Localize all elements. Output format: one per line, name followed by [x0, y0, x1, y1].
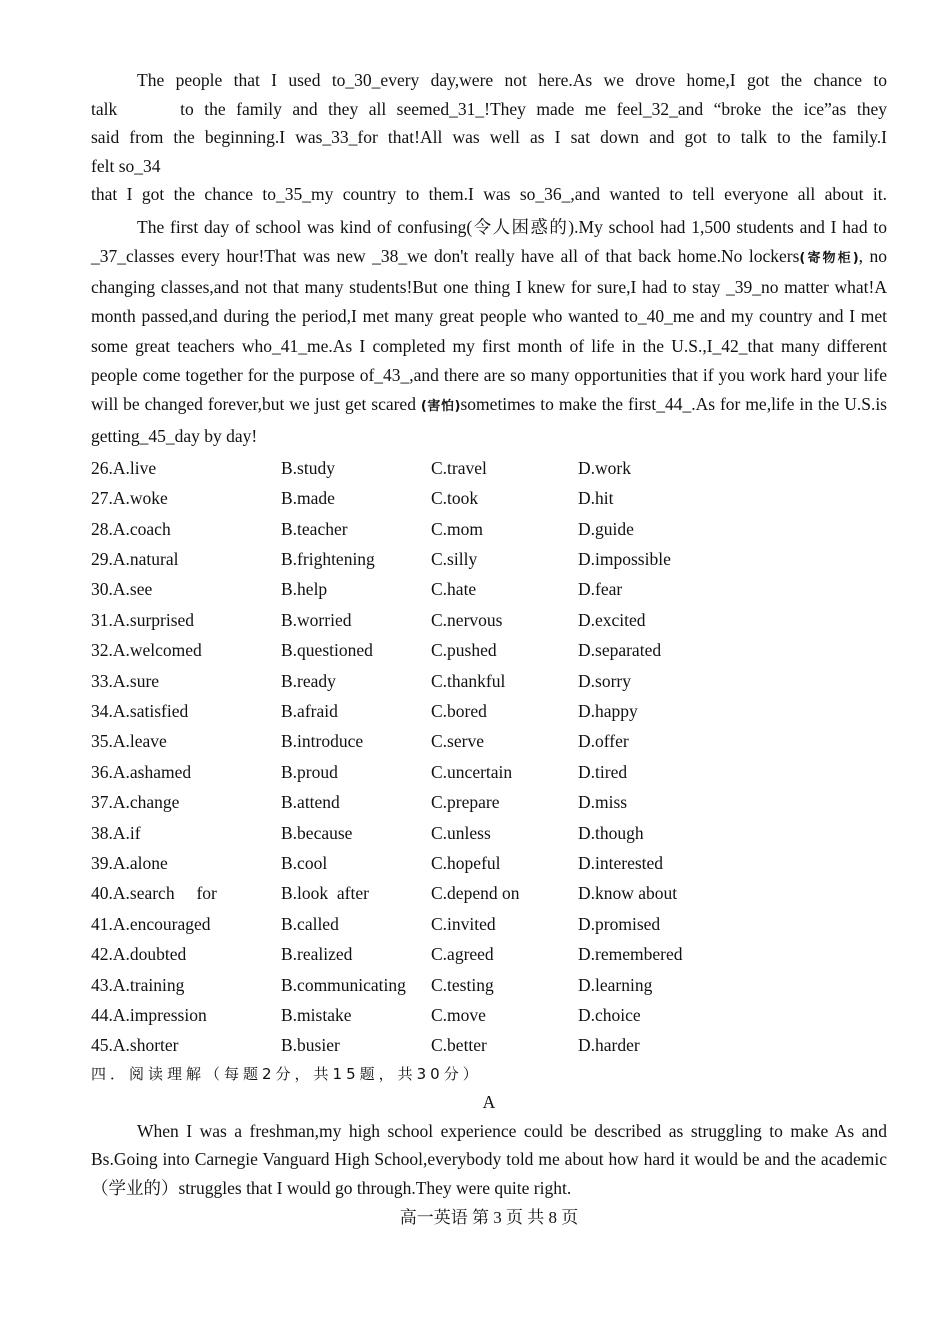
question-row — [91, 848, 887, 878]
option-d: D.impossible — [578, 549, 671, 570]
option-c: C.uncertain — [431, 761, 513, 782]
option-b: B.communicating — [281, 974, 406, 995]
option-a: 39.A.alone — [91, 852, 168, 873]
option-a: 38.A.if — [91, 822, 141, 843]
option-d: D.offer — [578, 731, 629, 752]
option-b: B.busier — [281, 1035, 340, 1056]
option-b: B.look after — [281, 883, 369, 904]
option-a: 40.A.search for — [91, 883, 217, 904]
question-row — [91, 1000, 887, 1030]
option-b: B.ready — [281, 670, 336, 691]
option-c: C.silly — [431, 549, 478, 570]
paragraph-line: said from the beginning.I was_33_for that!All was well as I sat down and got to talk to the family.I — [91, 127, 887, 147]
option-d: D.harder — [578, 1035, 640, 1056]
option-d: D.separated — [578, 640, 662, 661]
option-c: C.unless — [431, 822, 491, 843]
question-row — [91, 939, 887, 969]
option-c: C.bored — [431, 701, 487, 721]
option-a: 36.A.ashamed — [91, 761, 192, 782]
option-d: D.interested — [578, 852, 664, 873]
paragraph-line: felt so_34 — [91, 155, 161, 176]
question-row — [91, 605, 887, 635]
option-d: D.remembered — [578, 944, 683, 965]
option-d: D.fear — [578, 579, 623, 600]
option-a: 45.A.shorter — [91, 1035, 179, 1056]
option-b: B.teacher — [281, 518, 348, 539]
passage-label: A — [482, 1091, 496, 1112]
question-row — [91, 818, 887, 848]
option-c: C.invited — [431, 913, 496, 934]
option-c: C.took — [431, 488, 479, 509]
option-c: C.hate — [431, 579, 477, 600]
option-a: 27.A.woke — [91, 488, 168, 509]
option-c: C.agreed — [431, 944, 494, 965]
question-row — [91, 696, 887, 726]
option-c: C.hopeful — [431, 852, 501, 873]
option-b: B.frightening — [281, 549, 375, 570]
option-a: 26.A.live — [91, 457, 157, 478]
option-d: D.sorry — [578, 670, 631, 691]
option-d: D.know about — [578, 883, 678, 904]
paragraph-line: talk to the family and they all seemed_31_!They made me feel_32_and “broke the ice”as they — [91, 98, 887, 119]
question-row — [91, 970, 887, 1000]
page-footer: 高一英语 第 3 页 共 8 页 — [399, 1208, 579, 1228]
question-row — [91, 666, 887, 696]
question-row — [91, 635, 887, 665]
option-b: B.made — [281, 488, 335, 509]
question-row — [91, 1030, 887, 1060]
option-b: B.questioned — [281, 640, 373, 661]
option-a: 37.A.change — [91, 792, 180, 813]
option-d: D.tired — [578, 761, 628, 782]
option-a: 34.A.satisfied — [91, 701, 189, 721]
option-c: C.move — [431, 1004, 486, 1025]
option-b: B.realized — [281, 944, 353, 965]
question-row — [91, 878, 887, 908]
option-d: D.miss — [578, 792, 628, 813]
option-b: B.because — [281, 822, 353, 843]
option-b: B.proud — [281, 761, 338, 782]
option-c: C.travel — [431, 457, 487, 478]
section-heading: 四．阅读理解（每题2分，共15题，共30分） — [91, 1064, 482, 1083]
option-b: B.help — [281, 579, 328, 600]
gloss-lockers: (寄物柜) — [799, 250, 859, 266]
option-b: B.worried — [281, 609, 352, 630]
option-b: B.attend — [281, 792, 340, 813]
option-a: 30.A.see — [91, 579, 153, 600]
option-a: 28.A.coach — [91, 518, 171, 539]
question-row — [91, 544, 887, 574]
option-a: 29.A.natural — [91, 549, 179, 570]
option-a: 32.A.welcomed — [91, 640, 202, 661]
option-d: D.hit — [578, 488, 614, 509]
option-c: C.better — [431, 1035, 487, 1056]
option-a: 44.A.impression — [91, 1004, 207, 1025]
question-row — [91, 514, 887, 544]
question-row — [91, 787, 887, 817]
option-d: D.promised — [578, 913, 661, 934]
option-d: D.work — [578, 457, 631, 478]
option-d: D.choice — [578, 1004, 641, 1025]
question-options-list — [91, 453, 887, 1061]
option-c: C.thankful — [431, 670, 506, 691]
option-d: D.happy — [578, 701, 638, 721]
option-a: 42.A.doubted — [91, 944, 187, 965]
question-row — [91, 574, 887, 604]
option-d: D.guide — [578, 518, 634, 539]
option-b: B.study — [281, 457, 335, 478]
option-d: D.excited — [578, 609, 646, 630]
option-b: B.cool — [281, 852, 328, 873]
cloze-paragraph-1 — [91, 66, 887, 209]
option-c: C.serve — [431, 731, 484, 752]
option-c: C.depend on — [431, 883, 520, 904]
question-row — [91, 757, 887, 787]
paragraph-text: sometimes to make the first_44_.As for me,life in the U.S.is getting_45_day by day! — [91, 394, 887, 446]
option-d: D.learning — [578, 974, 653, 995]
option-c: C.mom — [431, 518, 484, 539]
paragraph-text: The first day of school was kind of confusing(令人困惑的).My school had 1,500 students and I had to _37_classes every hour!That was new _38_we don't really have all of that back home.No lockers — [91, 216, 887, 266]
option-b: B.introduce — [281, 731, 364, 752]
option-b: B.afraid — [281, 701, 338, 721]
option-c: C.testing — [431, 974, 494, 995]
cloze-paragraph-2 — [91, 213, 887, 451]
option-c: C.pushed — [431, 640, 497, 661]
exam-page — [91, 66, 887, 1232]
option-a: 41.A.encouraged — [91, 913, 211, 934]
option-a: 33.A.sure — [91, 670, 160, 691]
option-a: 43.A.training — [91, 974, 185, 995]
option-b: B.called — [281, 913, 339, 934]
option-b: B.mistake — [281, 1004, 352, 1025]
question-row — [91, 483, 887, 513]
option-a: 35.A.leave — [91, 731, 167, 752]
paragraph-line: that I got the chance to_35_my country to them.I was so_36_,and wanted to tell everyone all about it. — [91, 184, 887, 204]
reading-paragraph: When I was a freshman,my high school experience could be described as struggling to make As and Bs.Going into Carnegie Vanguard High School,everybody told me about how hard it would be and the academic（学业的）struggles that I would go through.They were quite right. — [91, 1120, 887, 1198]
question-row — [91, 909, 887, 939]
question-row — [91, 726, 887, 756]
gloss-scared: (害怕) — [420, 399, 461, 415]
option-c: C.nervous — [431, 609, 503, 630]
option-d: D.though — [578, 822, 644, 843]
paragraph-text: , no changing classes,and not that many students!But one thing I knew for sure,I had to stay _39_no matter what!A month passed,and during the period,I met many great people who wanted to_40_me and my country and I met some great teachers who_41_me.As I completed my first month of life in the U.S.,I_42_that many different people come together for the purpose of_43_,and there are so many opportunities that if you work hard your life will be changed forever,but we just get scared — [91, 245, 887, 415]
option-c: C.prepare — [431, 792, 500, 813]
paragraph-line: The people that I used to_30_every day,were not here.As we drove home,I got the chance to — [137, 70, 887, 90]
option-a: 31.A.surprised — [91, 609, 195, 630]
question-row — [91, 453, 887, 483]
